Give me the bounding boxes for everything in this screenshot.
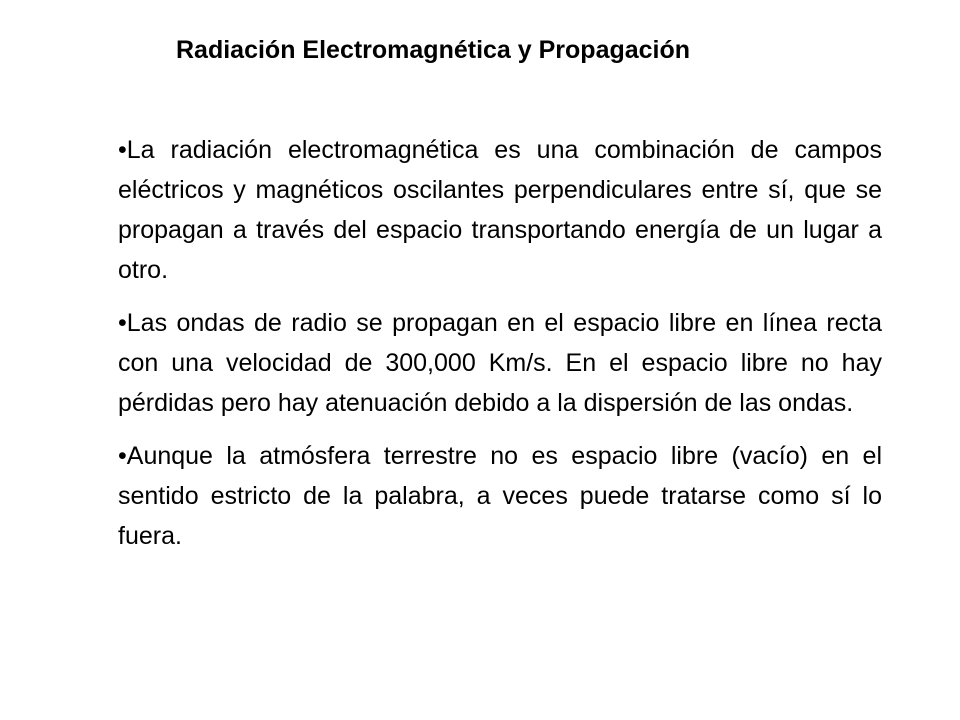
bullet-text: Aunque la atmósfera terrestre no es espacio libre (vacío) en el sentido estricto de la palabra, a veces puede tratarse como sí lo fuera. — [118, 442, 882, 550]
bullet-icon: • — [118, 136, 127, 164]
bullet-list — [118, 130, 882, 569]
bullet-text: Las ondas de radio se propagan en el espacio libre en línea recta con una velocidad de 300,000 Km/s. En el espacio libre no hay pérdidas pero hay atenuación debido a la dispersión de las ondas. — [118, 309, 882, 417]
bullet-icon: • — [118, 309, 127, 337]
bullet-text: La radiación electromagnética es una combinación de campos eléctricos y magnéticos oscilantes perpendiculares entre sí, que se propagan a través del espacio transportando energía de un lugar a otro. — [118, 136, 882, 284]
bullet-paragraph — [118, 436, 882, 556]
bullet-icon: • — [118, 442, 127, 470]
bullet-paragraph — [118, 130, 882, 290]
bullet-paragraph — [118, 303, 882, 423]
slide-title: Radiación Electromagnética y Propagación — [176, 36, 691, 64]
